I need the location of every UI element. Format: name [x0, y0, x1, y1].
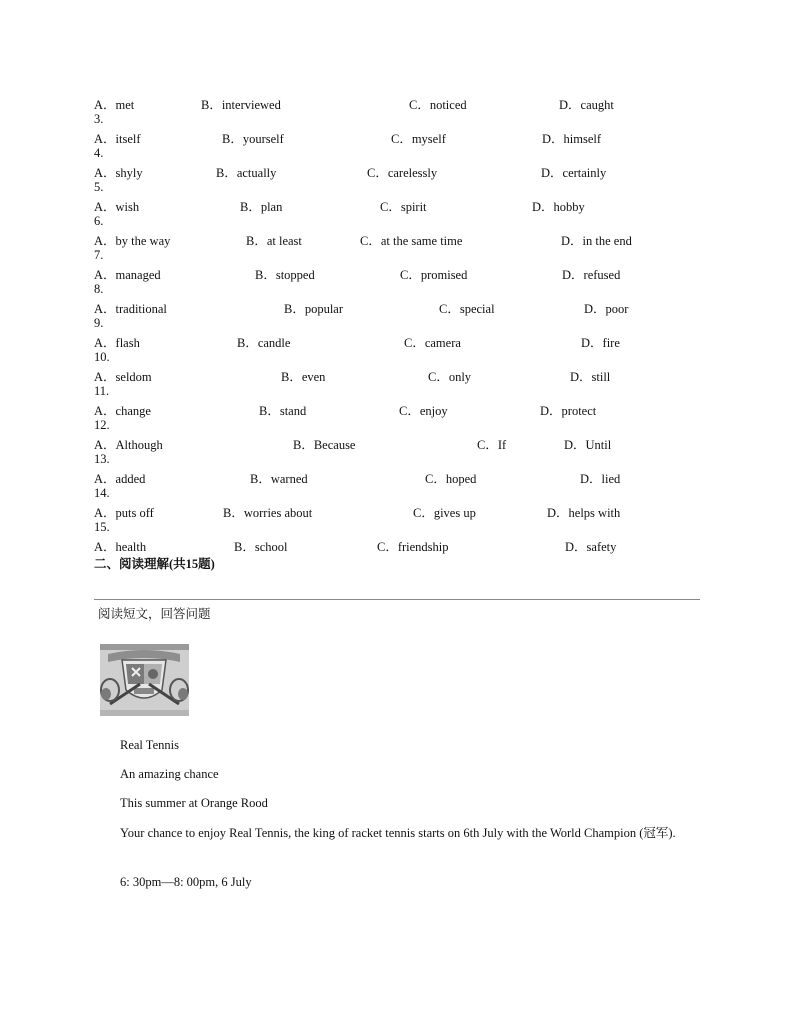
option-b: B．plan	[240, 200, 283, 214]
question-2-options	[94, 95, 714, 111]
question-number: 13.	[94, 452, 110, 466]
question-number: 15.	[94, 520, 110, 534]
option-c: C．only	[428, 370, 472, 384]
option-d: D．safety	[565, 540, 617, 554]
question-number: 14.	[94, 486, 110, 500]
question-4-options	[94, 163, 714, 179]
option-a: A．seldom	[94, 370, 152, 384]
question-number: 6.	[94, 214, 104, 228]
emblem-icon	[100, 644, 189, 716]
option-d: D．hobby	[532, 200, 585, 214]
question-number: 3.	[94, 112, 104, 126]
option-c: C．spirit	[380, 200, 427, 214]
question-5-options	[94, 197, 714, 213]
option-d: D．lied	[580, 472, 621, 486]
question-number: 9.	[94, 316, 104, 330]
option-a: A．health	[94, 540, 147, 554]
option-a: A．by the way	[94, 234, 171, 248]
question-10-options	[94, 367, 714, 383]
option-a: A．traditional	[94, 302, 167, 316]
question-13-options	[94, 469, 714, 485]
option-b: B．popular	[284, 302, 344, 316]
question-number: 7.	[94, 248, 104, 262]
option-b: B．stand	[259, 404, 307, 418]
option-c: C．enjoy	[399, 404, 448, 418]
passage-paragraph: Your chance to enjoy Real Tennis, the king of racket tennis starts on 6th July with the World Champion (冠军).	[120, 826, 676, 840]
option-b: B．at least	[246, 234, 302, 248]
option-d: D．refused	[562, 268, 621, 282]
question-6-options	[94, 231, 714, 247]
question-7-options	[94, 265, 714, 281]
question-number: 11.	[94, 384, 110, 398]
option-b: B．Because	[293, 438, 356, 452]
question-number: 8.	[94, 282, 104, 296]
option-a: A．itself	[94, 132, 141, 146]
option-c: C．carelessly	[367, 166, 438, 180]
option-c: C．promised	[400, 268, 468, 282]
option-b: B．candle	[237, 336, 291, 350]
option-d: D．helps with	[547, 506, 621, 520]
option-c: C．special	[439, 302, 495, 316]
option-a: A．shyly	[94, 166, 143, 180]
option-b: B．stopped	[255, 268, 315, 282]
question-12-options	[94, 435, 714, 451]
question-number: 4.	[94, 146, 104, 160]
passage-title: Real Tennis	[120, 738, 179, 752]
question-number: 5.	[94, 180, 104, 194]
option-c: C．If	[477, 438, 507, 452]
option-a: A．Although	[94, 438, 163, 452]
section-title: 二、阅读理解(共15题)	[94, 557, 215, 571]
option-b: B．actually	[216, 166, 277, 180]
option-d: D．in the end	[561, 234, 632, 248]
option-c: C．at the same time	[360, 234, 463, 248]
section-divider	[94, 599, 700, 600]
option-b: B．warned	[250, 472, 308, 486]
option-b: B．school	[234, 540, 288, 554]
option-a: A．met	[94, 98, 135, 112]
option-d: D．Until	[564, 438, 612, 452]
question-number: 10.	[94, 350, 110, 364]
option-d: D．caught	[559, 98, 614, 112]
question-15-options	[94, 537, 714, 553]
option-c: C．camera	[404, 336, 461, 350]
question-number: 12.	[94, 418, 110, 432]
question-11-options	[94, 401, 714, 417]
option-d: D．certainly	[541, 166, 607, 180]
option-c: C．noticed	[409, 98, 467, 112]
option-d: D．protect	[540, 404, 597, 418]
passage-time: 6: 30pm—8: 00pm, 6 July	[120, 875, 252, 889]
option-c: C．friendship	[377, 540, 449, 554]
question-9-options	[94, 333, 714, 349]
option-d: D．himself	[542, 132, 602, 146]
option-d: D．fire	[581, 336, 620, 350]
option-a: A．added	[94, 472, 146, 486]
passage-location: This summer at Orange Rood	[120, 796, 268, 810]
question-3-options	[94, 129, 714, 145]
tennis-emblem-image	[100, 644, 189, 716]
option-c: C．hoped	[425, 472, 477, 486]
option-a: A．managed	[94, 268, 161, 282]
option-c: C．gives up	[413, 506, 476, 520]
option-a: A．change	[94, 404, 151, 418]
option-a: A．wish	[94, 200, 140, 214]
option-c: C．myself	[391, 132, 446, 146]
option-b: B．even	[281, 370, 326, 384]
passage-subtitle: An amazing chance	[120, 767, 219, 781]
question-8-options	[94, 299, 714, 315]
option-a: A．flash	[94, 336, 140, 350]
option-d: D．still	[570, 370, 611, 384]
option-b: B．interviewed	[201, 98, 281, 112]
option-b: B．worries about	[223, 506, 313, 520]
option-d: D．poor	[584, 302, 629, 316]
section-instruction: 阅读短文，回答问题	[98, 607, 211, 621]
option-a: A．puts off	[94, 506, 154, 520]
question-14-options	[94, 503, 714, 519]
option-b: B．yourself	[222, 132, 284, 146]
